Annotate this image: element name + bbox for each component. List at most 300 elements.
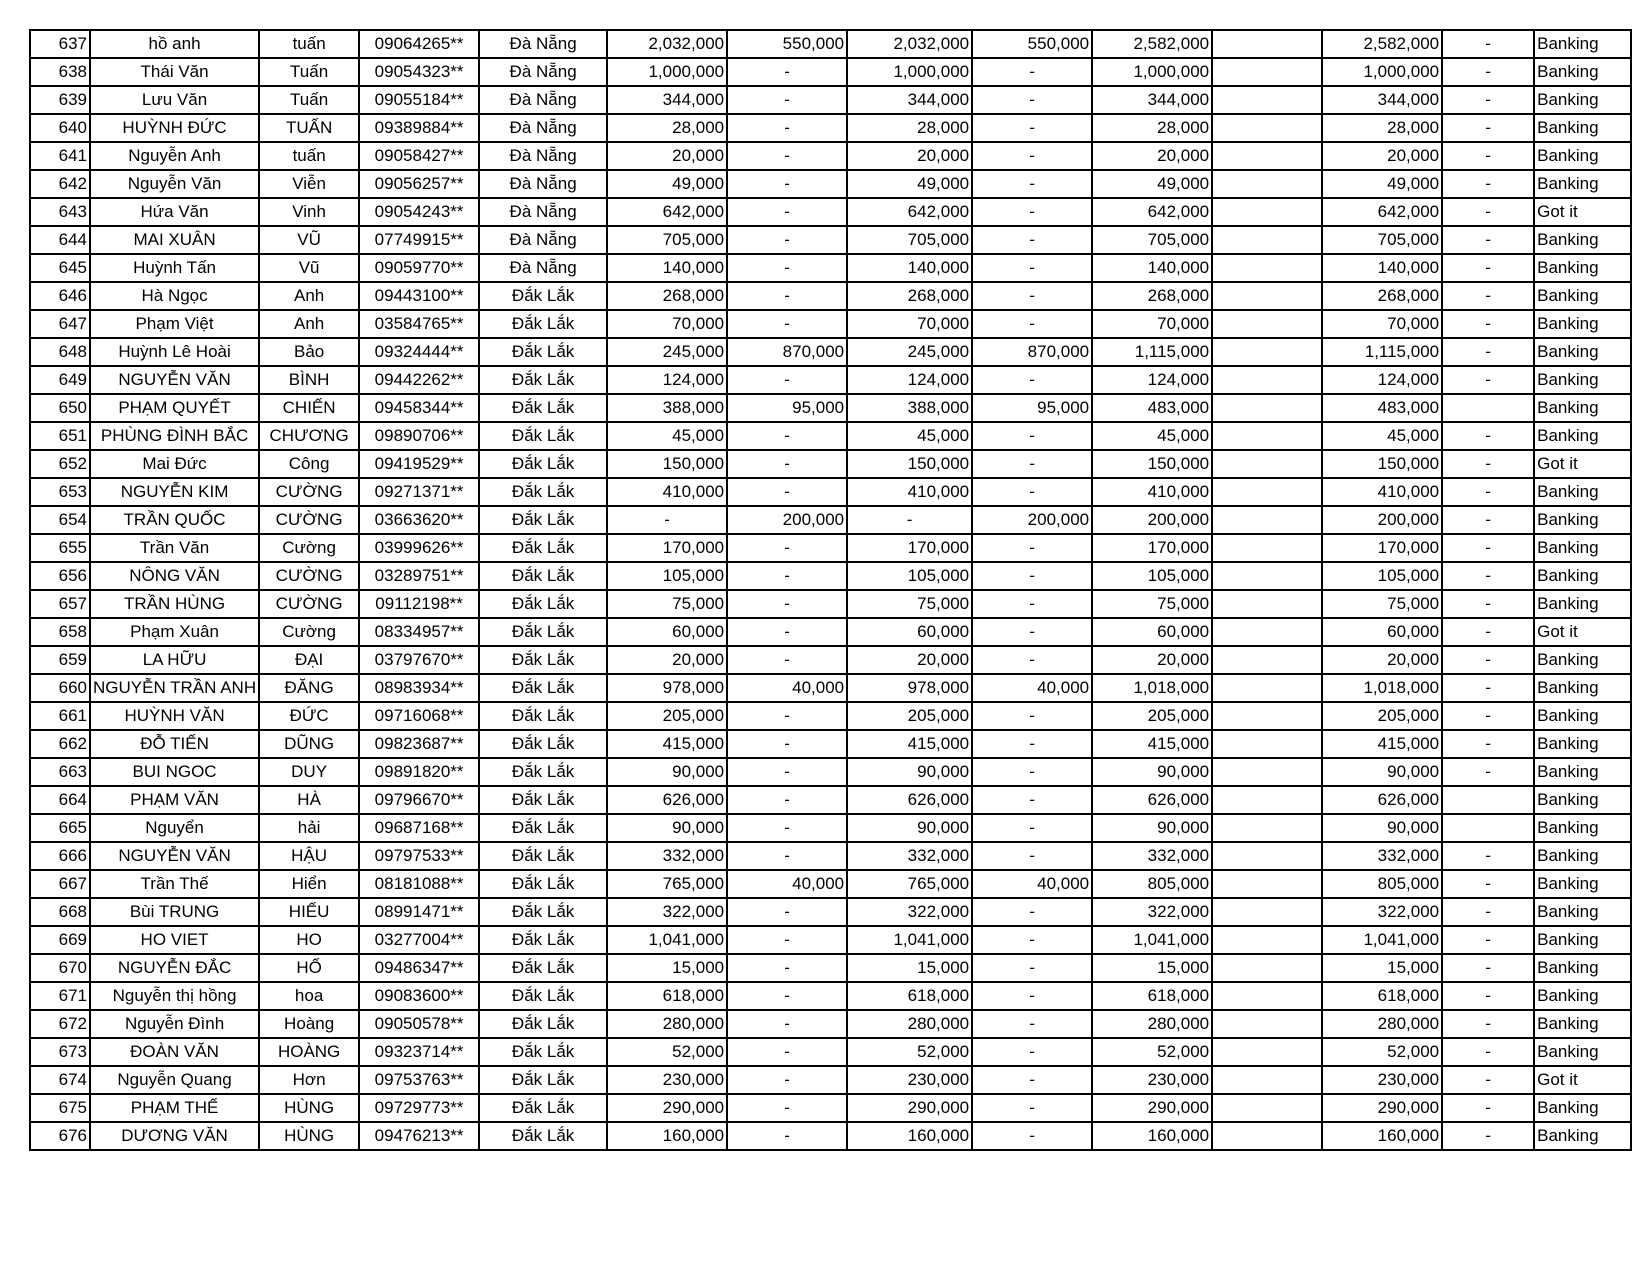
cell-last-name: Cường [259, 534, 359, 562]
cell-status: Got it [1534, 198, 1631, 226]
cell-amount-total-2: 805,000 [1322, 870, 1442, 898]
cell-phone-number: 09112198** [359, 590, 479, 618]
cell-row-number: 642 [30, 170, 90, 198]
cell-amount-extra: - [727, 310, 847, 338]
cell-amount-extra: - [727, 1066, 847, 1094]
cell-blank [1212, 590, 1322, 618]
cell-amount-extra: - [727, 142, 847, 170]
cell-phone-number: 09064265** [359, 30, 479, 58]
cell-amount-paid: 626,000 [607, 786, 727, 814]
cell-blank [1212, 1094, 1322, 1122]
cell-row-number: 641 [30, 142, 90, 170]
cell-amount-paid: 978,000 [607, 674, 727, 702]
cell-phone-number: 09486347** [359, 954, 479, 982]
cell-amount-paid: 642,000 [607, 198, 727, 226]
cell-amount-total: 415,000 [1092, 730, 1212, 758]
table-row [30, 366, 1631, 394]
cell-status: Banking [1534, 898, 1631, 926]
cell-amount-extra: - [727, 478, 847, 506]
cell-province: Đắk Lắk [479, 422, 607, 450]
cell-phone-number: 09419529** [359, 450, 479, 478]
cell-first-name: ĐỖ TIẾN [90, 730, 259, 758]
cell-status: Banking [1534, 786, 1631, 814]
cell-amount-total-2: 483,000 [1322, 394, 1442, 422]
cell-amount-total-2: 124,000 [1322, 366, 1442, 394]
table-row [30, 954, 1631, 982]
cell-status: Got it [1534, 618, 1631, 646]
cell-row-number: 651 [30, 422, 90, 450]
cell-amount-total: 124,000 [1092, 366, 1212, 394]
cell-last-name: hải [259, 814, 359, 842]
table-row [30, 1010, 1631, 1038]
cell-amount-total: 618,000 [1092, 982, 1212, 1010]
cell-amount-extra-2: - [972, 702, 1092, 730]
cell-amount-total: 230,000 [1092, 1066, 1212, 1094]
cell-blank [1212, 842, 1322, 870]
cell-amount-extra-2: - [972, 590, 1092, 618]
cell-phone-number: 08334957** [359, 618, 479, 646]
cell-province: Đắk Lắk [479, 674, 607, 702]
cell-row-number: 640 [30, 114, 90, 142]
cell-amount-paid-2: 618,000 [847, 982, 972, 1010]
cell-note: - [1442, 422, 1534, 450]
cell-amount-paid-2: 170,000 [847, 534, 972, 562]
cell-row-number: 665 [30, 814, 90, 842]
cell-row-number: 669 [30, 926, 90, 954]
cell-amount-extra: - [727, 730, 847, 758]
cell-first-name: DƯƠNG VĂN [90, 1122, 259, 1150]
cell-last-name: DUY [259, 758, 359, 786]
cell-phone-number: 09442262** [359, 366, 479, 394]
cell-amount-total-2: 28,000 [1322, 114, 1442, 142]
cell-amount-total: 20,000 [1092, 646, 1212, 674]
cell-amount-total: 805,000 [1092, 870, 1212, 898]
cell-first-name: NGUYỄN KIM [90, 478, 259, 506]
cell-phone-number: 09055184** [359, 86, 479, 114]
cell-blank [1212, 226, 1322, 254]
cell-last-name: Công [259, 450, 359, 478]
cell-amount-extra: - [727, 1122, 847, 1150]
cell-amount-extra: - [727, 646, 847, 674]
cell-amount-extra-2: - [972, 1122, 1092, 1150]
cell-amount-extra: - [727, 590, 847, 618]
cell-amount-paid: 140,000 [607, 254, 727, 282]
cell-amount-paid-2: 15,000 [847, 954, 972, 982]
cell-last-name: Hơn [259, 1066, 359, 1094]
cell-last-name: VŨ [259, 226, 359, 254]
cell-province: Đắk Lắk [479, 926, 607, 954]
cell-amount-paid-2: 45,000 [847, 422, 972, 450]
cell-blank [1212, 898, 1322, 926]
cell-amount-total: 60,000 [1092, 618, 1212, 646]
cell-amount-total: 1,000,000 [1092, 58, 1212, 86]
table-row [30, 646, 1631, 674]
cell-first-name: Mai Đức [90, 450, 259, 478]
cell-row-number: 644 [30, 226, 90, 254]
cell-amount-total-2: 705,000 [1322, 226, 1442, 254]
cell-amount-extra-2: - [972, 1038, 1092, 1066]
cell-amount-total: 45,000 [1092, 422, 1212, 450]
cell-note: - [1442, 478, 1534, 506]
cell-amount-paid: 90,000 [607, 758, 727, 786]
table-row [30, 674, 1631, 702]
cell-amount-extra-2: - [972, 842, 1092, 870]
table-row [30, 198, 1631, 226]
cell-phone-number: 08181088** [359, 870, 479, 898]
cell-status: Banking [1534, 86, 1631, 114]
cell-amount-total: 268,000 [1092, 282, 1212, 310]
cell-blank [1212, 30, 1322, 58]
cell-blank [1212, 338, 1322, 366]
cell-amount-extra: - [727, 534, 847, 562]
cell-amount-paid-2: 268,000 [847, 282, 972, 310]
table-row [30, 618, 1631, 646]
cell-blank [1212, 982, 1322, 1010]
cell-row-number: 654 [30, 506, 90, 534]
cell-amount-extra: - [727, 450, 847, 478]
cell-note: - [1442, 1038, 1534, 1066]
table-row [30, 422, 1631, 450]
cell-amount-extra: - [727, 982, 847, 1010]
cell-amount-paid: 45,000 [607, 422, 727, 450]
cell-first-name: PHẠM QUYẾT [90, 394, 259, 422]
cell-amount-paid: 280,000 [607, 1010, 727, 1038]
cell-first-name: PHẠM VĂN [90, 786, 259, 814]
cell-amount-total-2: 2,582,000 [1322, 30, 1442, 58]
cell-last-name: Cường [259, 618, 359, 646]
cell-amount-total-2: 70,000 [1322, 310, 1442, 338]
cell-amount-paid-2: 705,000 [847, 226, 972, 254]
cell-row-number: 662 [30, 730, 90, 758]
cell-amount-total: 28,000 [1092, 114, 1212, 142]
cell-row-number: 672 [30, 1010, 90, 1038]
cell-amount-extra: - [727, 898, 847, 926]
cell-row-number: 674 [30, 1066, 90, 1094]
cell-amount-extra-2: - [972, 450, 1092, 478]
cell-blank [1212, 394, 1322, 422]
cell-amount-extra-2: - [972, 422, 1092, 450]
cell-note: - [1442, 954, 1534, 982]
cell-last-name: ĐĂNG [259, 674, 359, 702]
cell-amount-extra-2: - [972, 954, 1092, 982]
cell-amount-paid: 2,032,000 [607, 30, 727, 58]
cell-amount-paid: 245,000 [607, 338, 727, 366]
cell-first-name: NGUYỄN VĂN [90, 366, 259, 394]
cell-amount-extra: - [727, 226, 847, 254]
cell-province: Đắk Lắk [479, 814, 607, 842]
cell-phone-number: 08983934** [359, 674, 479, 702]
cell-row-number: 660 [30, 674, 90, 702]
cell-row-number: 659 [30, 646, 90, 674]
cell-amount-paid-2: 410,000 [847, 478, 972, 506]
cell-amount-extra-2: - [972, 646, 1092, 674]
cell-amount-extra-2: - [972, 814, 1092, 842]
cell-amount-total-2: 205,000 [1322, 702, 1442, 730]
cell-amount-paid: 230,000 [607, 1066, 727, 1094]
cell-first-name: Nguyễn Văn [90, 170, 259, 198]
cell-row-number: 650 [30, 394, 90, 422]
cell-province: Đắk Lắk [479, 534, 607, 562]
cell-first-name: PHẠM THẾ [90, 1094, 259, 1122]
cell-last-name: ĐẠI [259, 646, 359, 674]
cell-amount-paid-2: 765,000 [847, 870, 972, 898]
cell-note: - [1442, 58, 1534, 86]
cell-amount-paid-2: 978,000 [847, 674, 972, 702]
cell-status: Banking [1534, 114, 1631, 142]
cell-phone-number: 03797670** [359, 646, 479, 674]
cell-first-name: Nguyễn Đình [90, 1010, 259, 1038]
cell-amount-total: 1,018,000 [1092, 674, 1212, 702]
cell-row-number: 670 [30, 954, 90, 982]
cell-amount-extra-2: - [972, 1010, 1092, 1038]
cell-amount-paid: 268,000 [607, 282, 727, 310]
cell-blank [1212, 282, 1322, 310]
cell-province: Đà Nẵng [479, 58, 607, 86]
cell-phone-number: 09271371** [359, 478, 479, 506]
cell-last-name: CƯỜNG [259, 590, 359, 618]
cell-amount-extra-2: - [972, 1094, 1092, 1122]
cell-province: Đắk Lắk [479, 366, 607, 394]
cell-last-name: HÙNG [259, 1094, 359, 1122]
cell-amount-extra: - [727, 1010, 847, 1038]
cell-status: Banking [1534, 758, 1631, 786]
table-row [30, 142, 1631, 170]
cell-amount-total: 642,000 [1092, 198, 1212, 226]
cell-status: Banking [1534, 394, 1631, 422]
cell-row-number: 658 [30, 618, 90, 646]
cell-status: Banking [1534, 1010, 1631, 1038]
cell-amount-paid: 290,000 [607, 1094, 727, 1122]
cell-note: - [1442, 86, 1534, 114]
cell-amount-paid-2: 90,000 [847, 758, 972, 786]
table-row [30, 926, 1631, 954]
cell-amount-extra-2: 40,000 [972, 870, 1092, 898]
cell-row-number: 646 [30, 282, 90, 310]
cell-last-name: tuấn [259, 30, 359, 58]
cell-status: Banking [1534, 590, 1631, 618]
cell-amount-paid: 160,000 [607, 1122, 727, 1150]
table-row [30, 898, 1631, 926]
cell-amount-extra: - [727, 86, 847, 114]
cell-status: Banking [1534, 506, 1631, 534]
cell-amount-paid-2: 60,000 [847, 618, 972, 646]
cell-row-number: 655 [30, 534, 90, 562]
cell-amount-paid: 15,000 [607, 954, 727, 982]
cell-amount-extra: 200,000 [727, 506, 847, 534]
cell-amount-paid-2: 150,000 [847, 450, 972, 478]
cell-status: Banking [1534, 478, 1631, 506]
payments-table [29, 29, 1632, 1151]
cell-amount-extra: 870,000 [727, 338, 847, 366]
cell-province: Đắk Lắk [479, 1122, 607, 1150]
cell-blank [1212, 1038, 1322, 1066]
cell-amount-extra-2: - [972, 142, 1092, 170]
cell-amount-total-2: 45,000 [1322, 422, 1442, 450]
cell-status: Got it [1534, 450, 1631, 478]
cell-phone-number: 09054323** [359, 58, 479, 86]
cell-blank [1212, 814, 1322, 842]
cell-province: Đắk Lắk [479, 450, 607, 478]
cell-blank [1212, 142, 1322, 170]
cell-province: Đắk Lắk [479, 842, 607, 870]
cell-first-name: TRẦN HÙNG [90, 590, 259, 618]
cell-amount-paid: 322,000 [607, 898, 727, 926]
cell-province: Đắk Lắk [479, 338, 607, 366]
table-row [30, 114, 1631, 142]
cell-province: Đắk Lắk [479, 590, 607, 618]
cell-phone-number: 09083600** [359, 982, 479, 1010]
cell-amount-total: 90,000 [1092, 814, 1212, 842]
table-row [30, 1094, 1631, 1122]
table-row [30, 450, 1631, 478]
table-row [30, 254, 1631, 282]
cell-phone-number: 09687168** [359, 814, 479, 842]
table-row [30, 86, 1631, 114]
cell-blank [1212, 422, 1322, 450]
cell-amount-paid-2: 124,000 [847, 366, 972, 394]
cell-blank [1212, 870, 1322, 898]
cell-first-name: NGUYỄN VĂN [90, 842, 259, 870]
cell-last-name: HOÀNG [259, 1038, 359, 1066]
cell-amount-total: 205,000 [1092, 702, 1212, 730]
cell-status: Banking [1534, 954, 1631, 982]
cell-amount-total: 332,000 [1092, 842, 1212, 870]
cell-amount-paid-2: 140,000 [847, 254, 972, 282]
cell-amount-total-2: 170,000 [1322, 534, 1442, 562]
cell-amount-total-2: 90,000 [1322, 758, 1442, 786]
table-row [30, 1066, 1631, 1094]
cell-blank [1212, 674, 1322, 702]
cell-amount-total-2: 49,000 [1322, 170, 1442, 198]
cell-last-name: tuấn [259, 142, 359, 170]
cell-first-name: ĐOÀN VĂN [90, 1038, 259, 1066]
cell-phone-number: 03289751** [359, 562, 479, 590]
cell-amount-extra: - [727, 814, 847, 842]
cell-last-name: BÌNH [259, 366, 359, 394]
cell-amount-total-2: 332,000 [1322, 842, 1442, 870]
cell-phone-number: 09797533** [359, 842, 479, 870]
cell-amount-total-2: 20,000 [1322, 142, 1442, 170]
cell-note: - [1442, 310, 1534, 338]
cell-amount-paid: 705,000 [607, 226, 727, 254]
cell-amount-total: 200,000 [1092, 506, 1212, 534]
cell-amount-total-2: 280,000 [1322, 1010, 1442, 1038]
table-row [30, 310, 1631, 338]
cell-last-name: Viễn [259, 170, 359, 198]
cell-blank [1212, 954, 1322, 982]
cell-note: - [1442, 338, 1534, 366]
cell-note: - [1442, 1010, 1534, 1038]
table-row [30, 534, 1631, 562]
cell-province: Đắk Lắk [479, 954, 607, 982]
cell-status: Banking [1534, 870, 1631, 898]
cell-row-number: 664 [30, 786, 90, 814]
cell-amount-total-2: 75,000 [1322, 590, 1442, 618]
cell-last-name: CƯỜNG [259, 562, 359, 590]
cell-first-name: Lưu Văn [90, 86, 259, 114]
cell-amount-total: 322,000 [1092, 898, 1212, 926]
cell-amount-extra-2: - [972, 170, 1092, 198]
cell-note: - [1442, 142, 1534, 170]
cell-amount-paid-2: 280,000 [847, 1010, 972, 1038]
cell-province: Đắk Lắk [479, 1066, 607, 1094]
cell-amount-total: 105,000 [1092, 562, 1212, 590]
cell-note: - [1442, 450, 1534, 478]
cell-note: - [1442, 254, 1534, 282]
cell-phone-number: 09389884** [359, 114, 479, 142]
cell-note: - [1442, 702, 1534, 730]
cell-amount-total: 150,000 [1092, 450, 1212, 478]
cell-phone-number: 09823687** [359, 730, 479, 758]
cell-note: - [1442, 674, 1534, 702]
cell-status: Banking [1534, 562, 1631, 590]
cell-province: Đà Nẵng [479, 170, 607, 198]
cell-amount-extra-2: - [972, 254, 1092, 282]
cell-phone-number: 07749915** [359, 226, 479, 254]
cell-note: - [1442, 30, 1534, 58]
cell-province: Đắk Lắk [479, 1038, 607, 1066]
cell-amount-total-2: 268,000 [1322, 282, 1442, 310]
cell-blank [1212, 254, 1322, 282]
cell-blank [1212, 702, 1322, 730]
cell-note: - [1442, 1122, 1534, 1150]
cell-province: Đắk Lắk [479, 506, 607, 534]
cell-note [1442, 786, 1534, 814]
cell-amount-extra: - [727, 366, 847, 394]
cell-blank [1212, 1066, 1322, 1094]
table-row [30, 226, 1631, 254]
table-row [30, 842, 1631, 870]
cell-amount-paid-2: 90,000 [847, 814, 972, 842]
cell-first-name: TRẦN QUỐC [90, 506, 259, 534]
cell-row-number: 645 [30, 254, 90, 282]
cell-blank [1212, 450, 1322, 478]
cell-amount-paid: 388,000 [607, 394, 727, 422]
cell-amount-paid-2: 205,000 [847, 702, 972, 730]
table-row [30, 58, 1631, 86]
cell-amount-total: 1,115,000 [1092, 338, 1212, 366]
cell-province: Đắk Lắk [479, 646, 607, 674]
cell-status: Banking [1534, 646, 1631, 674]
cell-phone-number: 09716068** [359, 702, 479, 730]
cell-first-name: NGUYỄN TRẦN ANH [90, 674, 259, 702]
cell-amount-total-2: 642,000 [1322, 198, 1442, 226]
cell-amount-paid-2: 322,000 [847, 898, 972, 926]
cell-row-number: 676 [30, 1122, 90, 1150]
cell-last-name: HO [259, 926, 359, 954]
cell-first-name: Hứa Văn [90, 198, 259, 226]
cell-note: - [1442, 982, 1534, 1010]
cell-last-name: CƯỜNG [259, 506, 359, 534]
cell-amount-paid-2: 290,000 [847, 1094, 972, 1122]
cell-first-name: Nguyễn thị hồng [90, 982, 259, 1010]
cell-amount-extra-2: - [972, 758, 1092, 786]
cell-amount-extra-2: - [972, 982, 1092, 1010]
cell-blank [1212, 618, 1322, 646]
cell-amount-total: 49,000 [1092, 170, 1212, 198]
cell-amount-paid: 344,000 [607, 86, 727, 114]
cell-province: Đắk Lắk [479, 282, 607, 310]
cell-row-number: 667 [30, 870, 90, 898]
cell-amount-extra: - [727, 758, 847, 786]
cell-amount-paid-2: 49,000 [847, 170, 972, 198]
cell-blank [1212, 1122, 1322, 1150]
cell-first-name: Nguyển [90, 814, 259, 842]
cell-amount-extra-2: - [972, 226, 1092, 254]
cell-province: Đắk Lắk [479, 310, 607, 338]
cell-blank [1212, 730, 1322, 758]
cell-amount-extra: 40,000 [727, 870, 847, 898]
